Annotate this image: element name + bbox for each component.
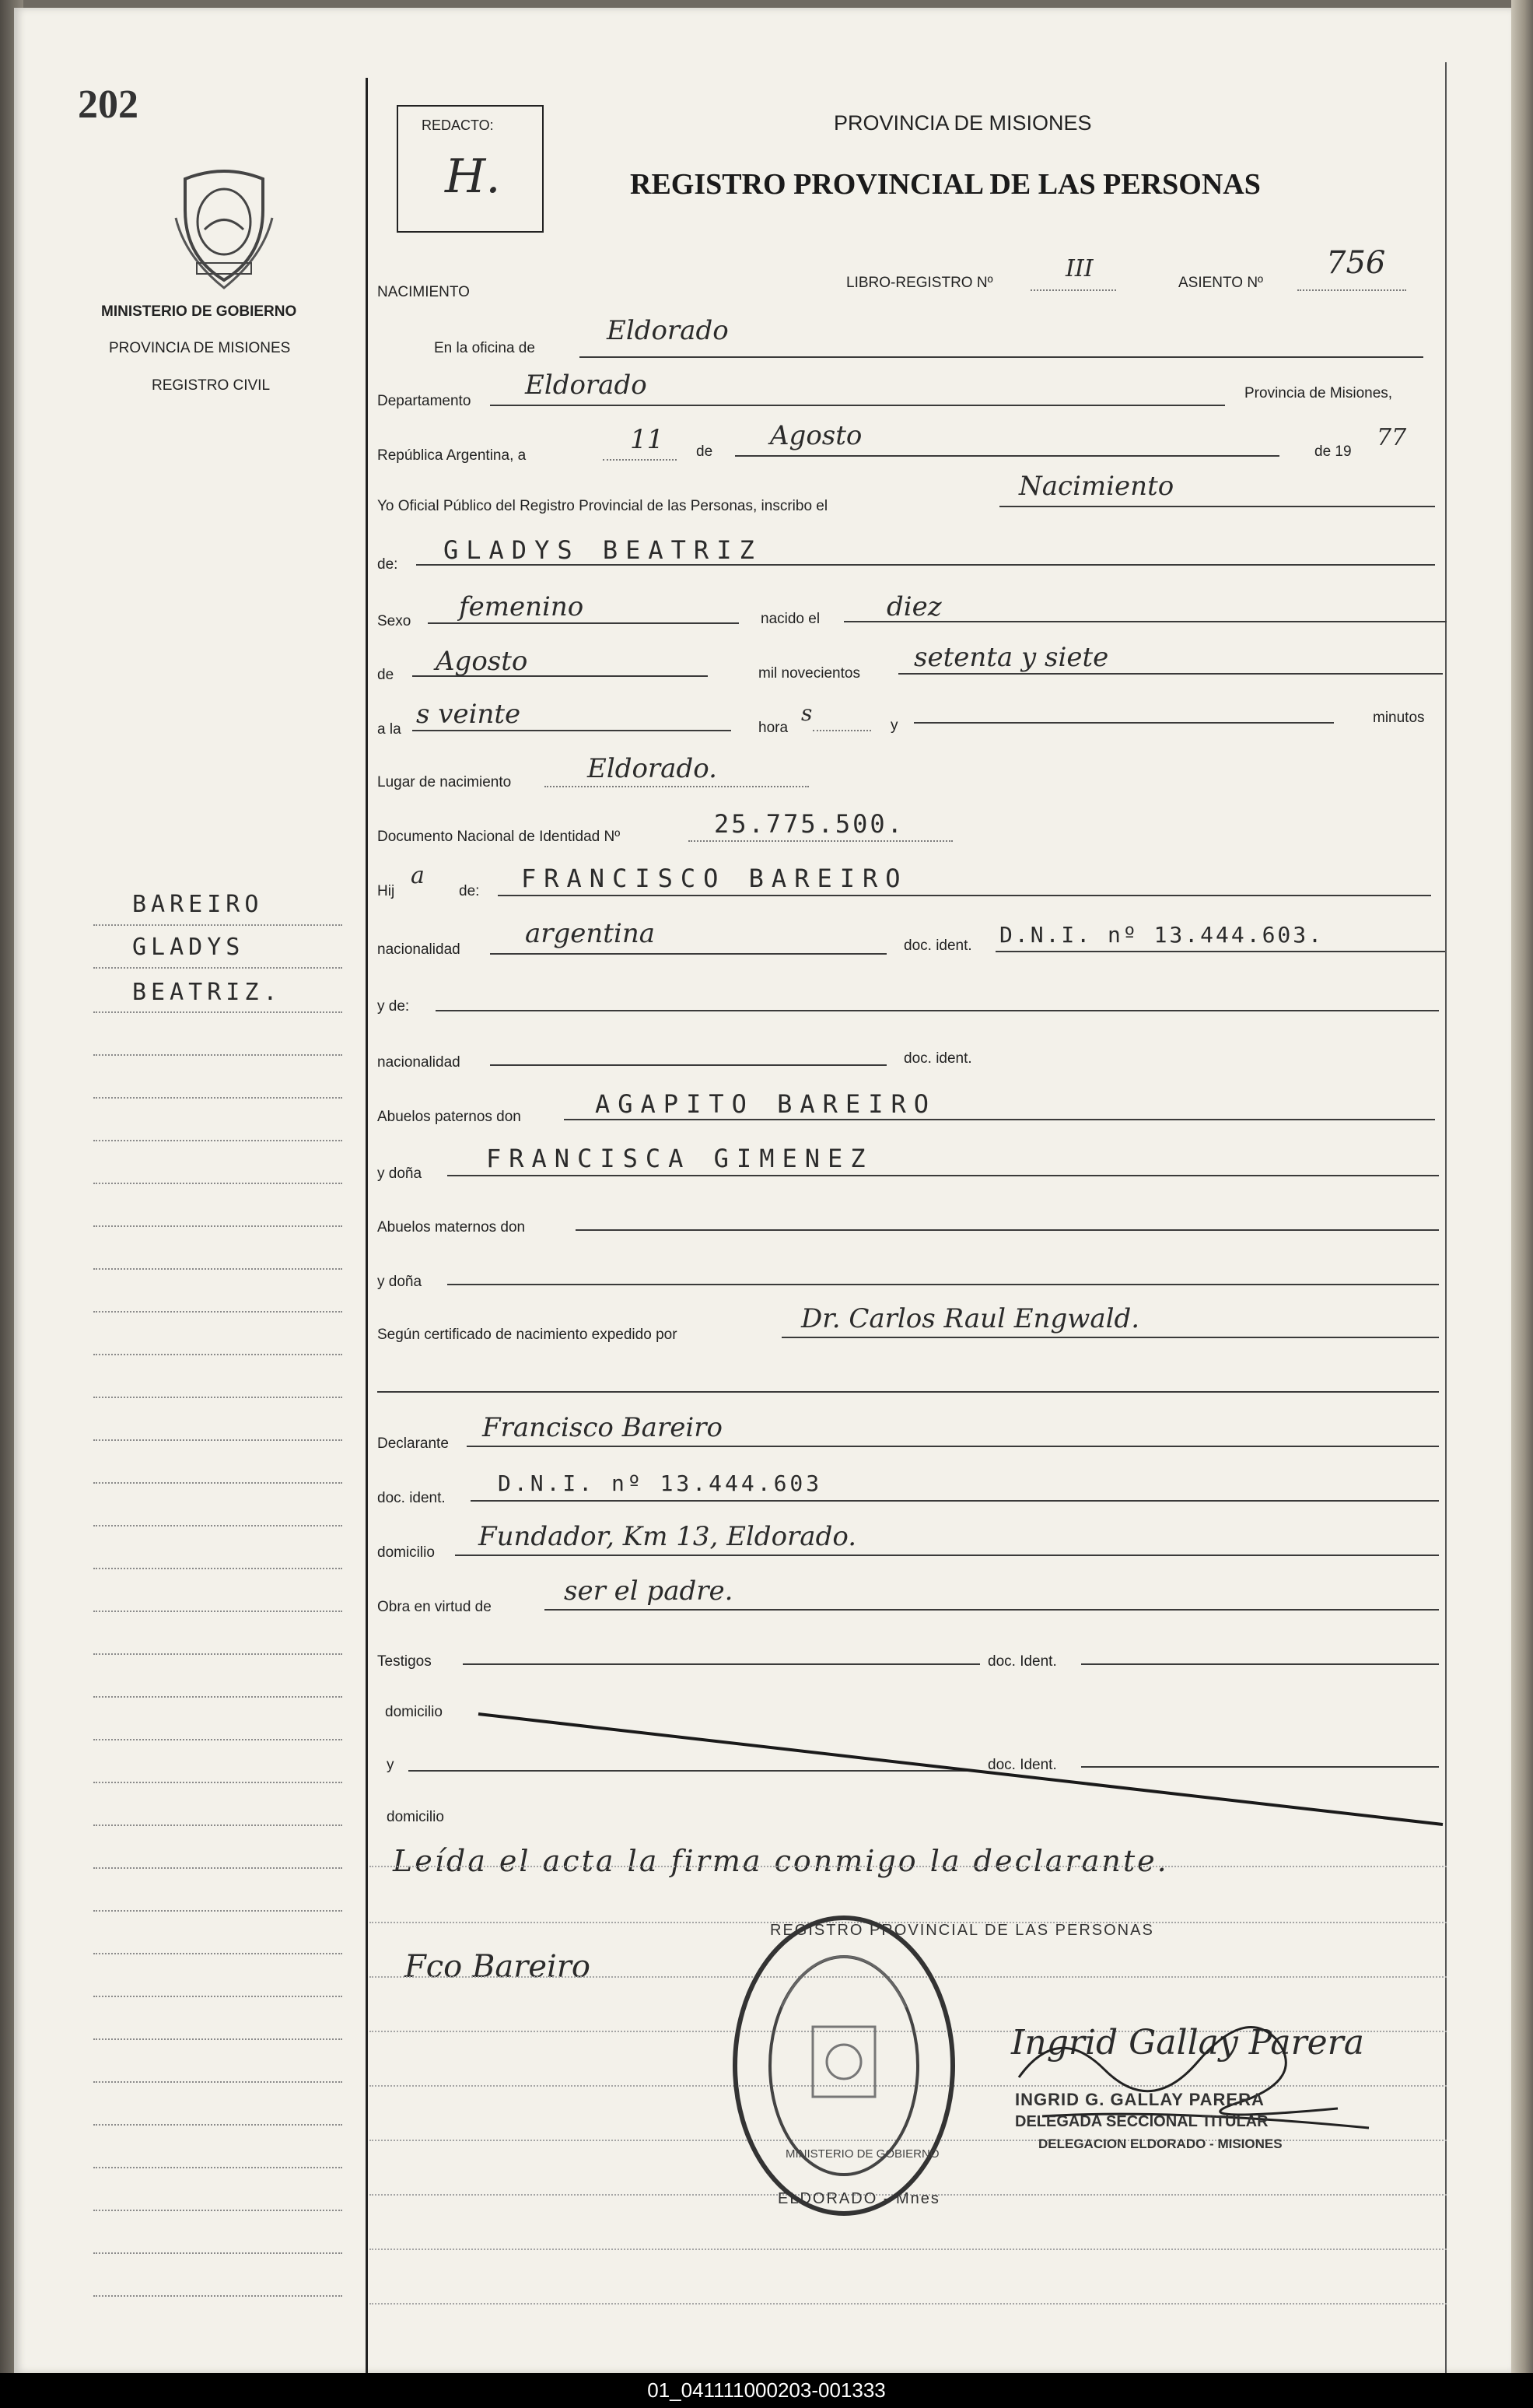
seal-inner-text: MINISTERIO DE GOBIERNO (786, 2147, 940, 2161)
year-value: 77 (1377, 424, 1407, 451)
right-border (1445, 62, 1447, 2373)
rule (93, 1867, 342, 1869)
official-name: INGRID G. GALLAY PARERA (1015, 2090, 1265, 2109)
nacionalidad2-label: nacionalidad (377, 1054, 460, 1071)
abuelo-p-value: AGAPITO BAREIRO (595, 1089, 936, 1119)
rule (603, 459, 677, 461)
ministry-label: MINISTERIO DE GOBIERNO (101, 303, 297, 320)
rule (416, 564, 1435, 566)
rule (1297, 289, 1406, 291)
archive-footer-id: 01_041111000203-001333 (0, 2373, 1533, 2408)
declarante-label: Declarante (377, 1435, 449, 1452)
rule (544, 1609, 1439, 1611)
rule (93, 2295, 342, 2297)
lugar-label: Lugar de nacimiento (377, 774, 512, 790)
rule (844, 621, 1447, 622)
nacido-mes-value: Agosto (436, 646, 528, 677)
rule (447, 1175, 1439, 1176)
alas-value: s veinte (416, 699, 521, 730)
rule (93, 967, 342, 969)
doc-ident3-label: doc. ident. (377, 1490, 446, 1506)
margin-note-line-3: BEATRIZ. (132, 979, 282, 1006)
rule (369, 2303, 1447, 2305)
rule (93, 1611, 342, 1612)
rule (93, 2081, 342, 2083)
doc-ident-value: D.N.I. nº 13.444.603. (999, 922, 1325, 948)
abuela-p-value: FRANCISCA GIMENEZ (486, 1144, 873, 1173)
rule (579, 356, 1423, 358)
margin-note-line-1: BAREIRO (132, 891, 264, 918)
rule (93, 1953, 342, 1954)
obra-value: ser el padre. (564, 1576, 733, 1607)
domicilio2-label: domicilio (385, 1704, 443, 1720)
asiento-label: ASIENTO Nº (1178, 275, 1263, 291)
rule (369, 2249, 1447, 2250)
nacido-value: diez (887, 591, 942, 622)
rule (455, 1555, 1439, 1556)
rule (369, 1866, 1447, 1867)
horas-label: hora (758, 720, 789, 736)
rule (463, 1663, 980, 1665)
mes-value: Agosto (770, 420, 863, 451)
rule (1081, 1663, 1439, 1665)
hija-label: Hij (377, 883, 395, 899)
de-year-label: de 19 (1314, 443, 1352, 460)
rule (898, 673, 1443, 675)
abuelos-p-label: Abuelos paternos don (377, 1109, 521, 1125)
rule (564, 1119, 1435, 1120)
seal-bottom-text: ELDORADO - Mnes (778, 2190, 940, 2207)
rule (93, 1824, 342, 1826)
alas-label: a la (377, 721, 401, 738)
header-province: PROVINCIA DE MISIONES (834, 111, 1092, 135)
departamento-value: Eldorado (525, 370, 647, 401)
rule (93, 1482, 342, 1484)
obra-label: Obra en virtud de (377, 1599, 492, 1615)
rule (93, 1782, 342, 1783)
mil-value: setenta y siete (914, 642, 1109, 673)
void-strike-line (474, 1708, 1454, 1832)
departamento-label: Departamento (377, 393, 471, 409)
oficina-value: Eldorado (607, 315, 729, 346)
redacto-label: REDACTO: (422, 117, 494, 133)
padre-value: FRANCISCO BAREIRO (521, 864, 908, 893)
minutos-label: minutos (1373, 710, 1425, 726)
rule (735, 455, 1279, 457)
provincia-label: Provincia de Misiones, (1244, 385, 1393, 401)
official-seal-stamp (727, 1910, 961, 2221)
sexo-value: femenino (459, 591, 584, 622)
de-label: de (696, 443, 713, 460)
rule (93, 1653, 342, 1655)
rule (93, 1439, 342, 1441)
rule (93, 1225, 342, 1227)
testigos-label: Testigos (377, 1653, 432, 1670)
domicilio-label: domicilio (377, 1544, 435, 1561)
rule (412, 675, 708, 677)
margin-note-line-2: GLADYS (132, 934, 245, 961)
certificado-label: Según certificado de nacimiento expedido por (377, 1327, 677, 1343)
rule (999, 506, 1435, 507)
sexo-label: Sexo (377, 613, 411, 629)
mil-label: mil novecientos (758, 665, 860, 682)
redacto-box (397, 105, 544, 233)
dni-label: Documento Nacional de Identidad Nº (377, 829, 621, 845)
doc-ident3-value: D.N.I. nº 13.444.603 (498, 1470, 823, 1496)
declarant-signature: Fco Bareiro (404, 1949, 590, 1985)
rule (412, 730, 731, 731)
nacionalidad-value: argentina (525, 918, 656, 949)
libro-value: III (1066, 255, 1094, 282)
rule (447, 1284, 1439, 1285)
rule (428, 622, 739, 624)
page-edge (1511, 0, 1533, 2408)
asiento-value: 756 (1326, 245, 1386, 281)
page-number: 202 (78, 82, 138, 127)
rule (93, 1311, 342, 1313)
abuelos-m-label: Abuelos maternos don (377, 1219, 526, 1236)
yo-oficial-label: Yo Oficial Público del Registro Provincial de las Personas, inscribo el (377, 498, 828, 514)
rule (93, 2124, 342, 2126)
rule (93, 2252, 342, 2254)
rule (813, 730, 871, 731)
oficina-label: En la oficina de (434, 340, 535, 356)
rule (93, 1183, 342, 1184)
doc-ident5-label: doc. Ident. (988, 1757, 1057, 1773)
certificado-value: Dr. Carlos Raul Engwald. (801, 1303, 1140, 1334)
nacionalidad-label: nacionalidad (377, 941, 460, 958)
rule (93, 1525, 342, 1526)
y-de-label: y de: (377, 998, 410, 1015)
domicilio3-label: domicilio (387, 1809, 444, 1825)
dia-value: 11 (630, 424, 664, 455)
libro-label: LIBRO-REGISTRO Nº (846, 275, 993, 291)
rule (996, 951, 1445, 952)
de-mes-label: de (377, 667, 394, 683)
rule (467, 1446, 1439, 1447)
record-type: NACIMIENTO (377, 284, 470, 300)
rule (544, 786, 809, 787)
rule (93, 2210, 342, 2211)
rule (490, 405, 1225, 406)
rule (1031, 289, 1116, 291)
doc-ident2-label: doc. ident. (904, 1050, 972, 1067)
y-dona-label: y doña (377, 1165, 422, 1182)
seal-text: REGISTRO PROVINCIAL DE LAS PERSONAS (770, 1922, 1154, 1939)
rule (93, 1397, 342, 1398)
rule (93, 1268, 342, 1270)
rule (377, 1391, 1439, 1393)
rule (93, 1140, 342, 1141)
rule (93, 1354, 342, 1355)
de-nombre-label: de: (377, 556, 398, 573)
dni-value: 25.775.500. (714, 809, 905, 839)
rule (93, 2167, 342, 2168)
doc-ident-label: doc. ident. (904, 938, 972, 954)
nombre-value: GLADYS BEATRIZ (443, 535, 762, 565)
y-dona2-label: y doña (377, 1274, 422, 1290)
redacto-value: H. (445, 149, 501, 204)
provincial-crest-icon (170, 163, 278, 292)
province-label: PROVINCIA DE MISIONES (109, 340, 291, 356)
rule (93, 1910, 342, 1912)
rule (93, 1097, 342, 1099)
domicilio-value: Fundador, Km 13, Eldorado. (478, 1521, 857, 1552)
hija-suffix: a (411, 862, 425, 889)
republica-label: República Argentina, a (377, 447, 527, 464)
yo-oficial-value: Nacimiento (1019, 471, 1174, 502)
rule (93, 1739, 342, 1740)
rule (93, 924, 342, 926)
rule (490, 1064, 887, 1066)
registry-label: REGISTRO CIVIL (152, 377, 271, 394)
rule (436, 1010, 1439, 1011)
rule (782, 1337, 1439, 1338)
rule (93, 1696, 342, 1698)
rule (490, 953, 887, 955)
rule (914, 722, 1334, 724)
rule (93, 2038, 342, 2040)
rule (93, 1568, 342, 1569)
header-title: REGISTRO PROVINCIAL DE LAS PERSONAS (630, 168, 1261, 201)
rule (471, 1500, 1439, 1502)
rule (498, 895, 1431, 896)
rule (93, 1996, 342, 1997)
nacido-label: nacido el (761, 611, 821, 627)
official-title: DELEGADA SECCIONAL TITULAR (1015, 2113, 1269, 2130)
y-label: y (891, 717, 898, 734)
rule (688, 840, 953, 842)
hija-de-label: de: (459, 883, 480, 899)
lugar-value: Eldorado. (587, 753, 717, 784)
official-office: DELEGACION ELDORADO - MISIONES (1038, 2136, 1283, 2151)
y2-label: y (387, 1757, 394, 1773)
declarante-value: Francisco Bareiro (482, 1412, 723, 1443)
rule (93, 1011, 342, 1013)
official-signature: Ingrid Gallay Parera (1011, 2023, 1364, 2063)
rule (576, 1229, 1439, 1231)
form-divider (366, 78, 368, 2373)
closing-text: Leída el acta la firma conmigo la declarante. (393, 1844, 1169, 1878)
horas-suffix: s (801, 700, 813, 726)
doc-ident4-label: doc. Ident. (988, 1653, 1057, 1670)
rule (93, 1054, 342, 1056)
